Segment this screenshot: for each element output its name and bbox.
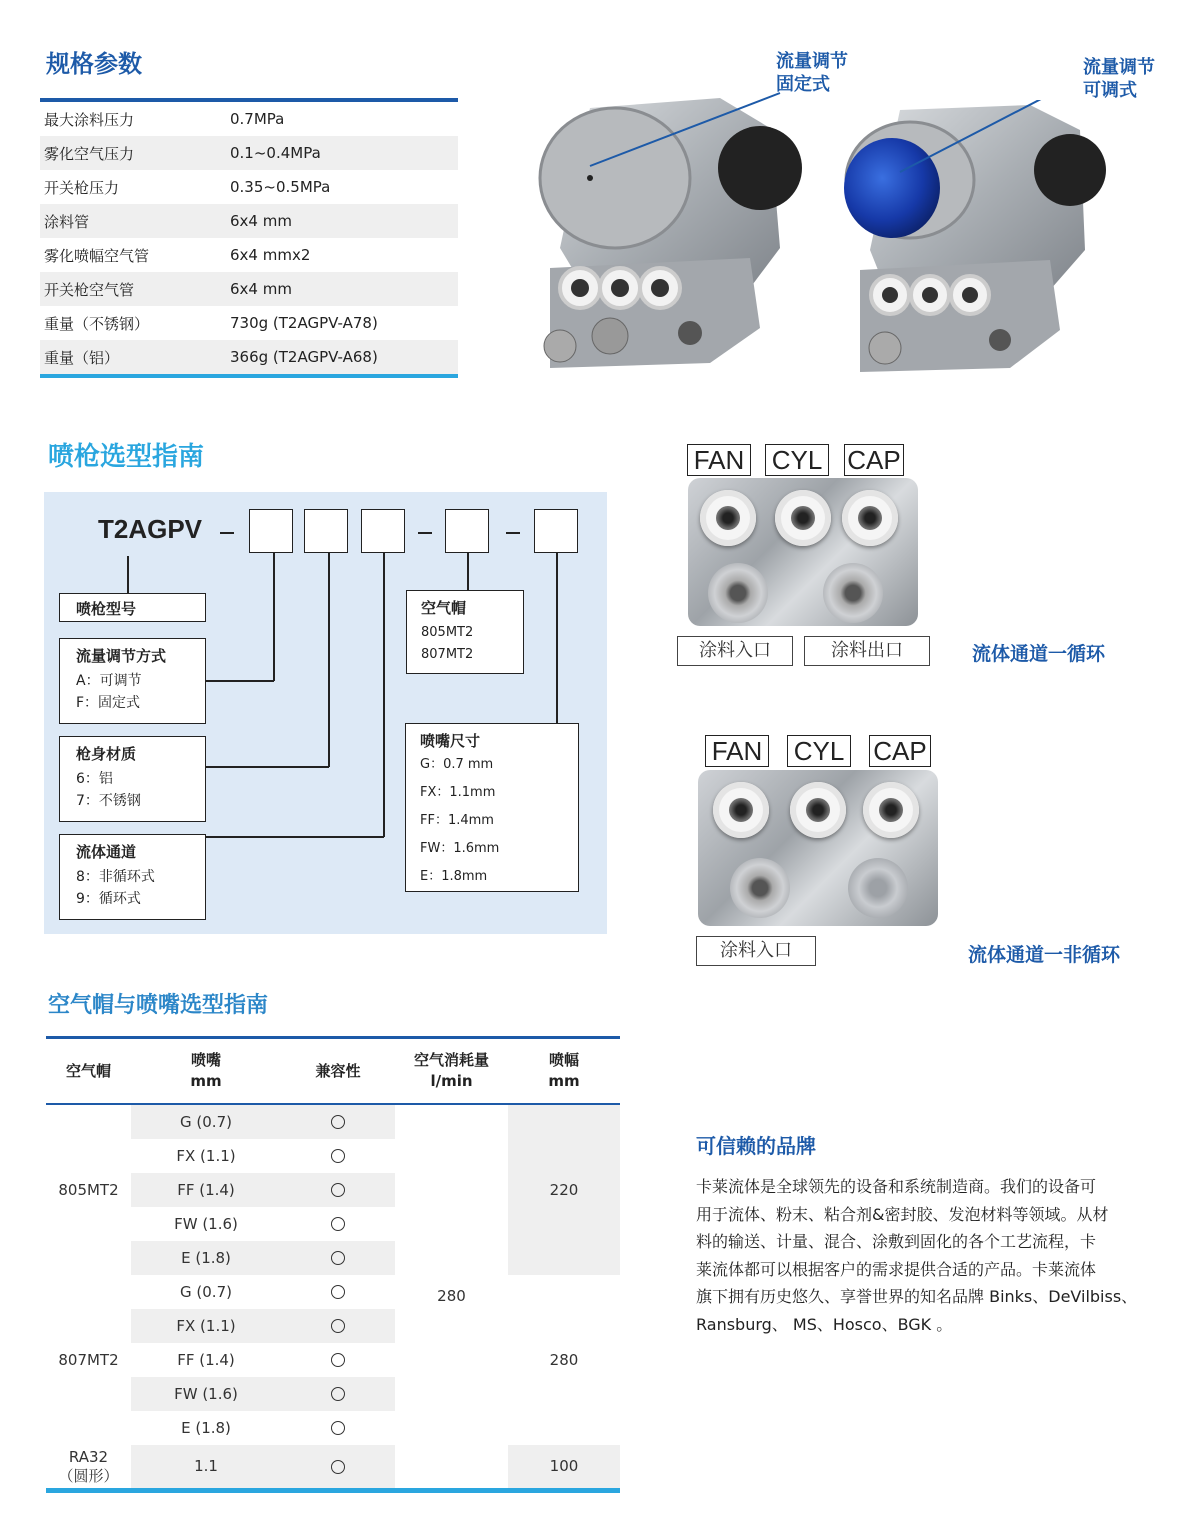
tag-cap-2: CAP	[869, 735, 931, 767]
fluid-outlet-fitting-1	[823, 563, 883, 623]
plug-fitting	[848, 858, 908, 918]
material-option-7: 7：不锈钢	[76, 793, 141, 809]
captable-bottom-rule	[46, 1488, 620, 1493]
brand-line: 料的输送、计量、混合、涂敷到固化的各个工艺流程，卡	[696, 1232, 1097, 1251]
non-circulating-label: 流体通道一非循环	[968, 944, 1121, 966]
flow-options	[60, 666, 205, 714]
gun-photo-adjustable	[830, 100, 1110, 380]
material-box	[59, 736, 206, 822]
outlet-label-1: 涂料出口	[804, 636, 930, 666]
nozzle-option-fw: FW：1.6mm	[420, 841, 500, 856]
port-cap-1	[842, 490, 898, 546]
port-fan-1	[700, 490, 756, 546]
port-cap-2	[863, 782, 919, 838]
fluid-inlet-fitting-2	[730, 858, 790, 918]
nozzle-cell: FX (1.1)	[131, 1309, 281, 1343]
flow-option-f: F：固定式	[76, 695, 141, 711]
callout-fixed-line2: 固定式	[776, 74, 830, 95]
cap-805: 805MT2	[58, 1180, 119, 1199]
code-box-material	[304, 509, 348, 553]
code-box-aircap	[445, 509, 489, 553]
fluid-inlet-fitting-1	[708, 563, 768, 623]
manifold-circulating	[688, 478, 918, 626]
nozzle-options	[406, 751, 578, 891]
fluid-box	[59, 834, 206, 920]
aircap-option-805: 805MT2	[421, 625, 474, 640]
compat-cell	[281, 1445, 395, 1488]
model-code: T2AGPV	[98, 514, 203, 544]
guide-diagram	[44, 492, 607, 934]
callout-adjustable-line2: 可调式	[1083, 80, 1137, 101]
flow-option-a: A：可调节	[76, 673, 142, 689]
width-805: 220	[508, 1105, 620, 1275]
nozzle-option-fx: FX：1.1mm	[420, 785, 496, 800]
nozzle-cell: 1.1	[131, 1445, 281, 1488]
tag-cap-1: CAP	[844, 444, 904, 476]
tag-cyl-2: CYL	[787, 735, 851, 767]
inlet-label-2: 涂料入口	[696, 936, 816, 966]
spec-row	[40, 204, 458, 238]
nozzle-cell: FW (1.6)	[131, 1377, 281, 1411]
nozzle-box	[405, 723, 579, 892]
compat-cell	[281, 1105, 395, 1139]
aircap-box	[406, 590, 524, 674]
code-box-flow	[249, 509, 293, 553]
code-box-nozzle	[534, 509, 578, 553]
callout-fixed-line1: 流量调节	[776, 51, 848, 72]
fluid-title: 流体通道	[76, 843, 137, 861]
compat-cell	[281, 1411, 395, 1445]
spec-row	[40, 136, 458, 170]
port-fan-2	[713, 782, 769, 838]
compatible-circle-icon	[331, 1319, 345, 1333]
specs-table	[40, 98, 458, 378]
gun-photo-fixed	[530, 88, 810, 370]
hdr-air: 空气消耗量 l/min	[413, 1051, 489, 1090]
spec-key: 雾化喷幅空气管	[44, 246, 150, 265]
cap-ra32: RA32 （圆形）	[58, 1447, 119, 1485]
compatible-circle-icon	[331, 1115, 345, 1129]
compatible-circle-icon	[331, 1217, 345, 1231]
spec-row	[40, 272, 458, 306]
tag-cyl-1: CYL	[765, 444, 829, 476]
compat-cell	[281, 1377, 395, 1411]
spec-value: 730g (T2AGPV-A78)	[230, 314, 378, 332]
gun-model-label: 喷枪型号	[76, 600, 137, 618]
spec-row	[40, 170, 458, 204]
spec-key: 重量（铝）	[44, 348, 120, 367]
nozzle-option-e: E：1.8mm	[420, 869, 488, 884]
nozzle-cell: G (0.7)	[131, 1105, 281, 1139]
brand-line: Ransburg、 MS、Hosco、BGK 。	[696, 1314, 953, 1334]
captable	[46, 1036, 620, 1493]
aircap-option-807: 807MT2	[421, 647, 474, 662]
spec-key: 开关枪空气管	[44, 280, 135, 299]
compatible-circle-icon	[331, 1460, 345, 1474]
compatible-circle-icon	[331, 1421, 345, 1435]
brand-line: 卡莱流体是全球领先的设备和系统制造商。我们的设备可	[696, 1177, 1097, 1196]
fluid-options	[60, 862, 205, 910]
flow-box	[59, 638, 206, 724]
manifold-non-circulating	[698, 770, 938, 926]
compat-cell	[281, 1241, 395, 1275]
compat-cell	[281, 1343, 395, 1377]
compatible-circle-icon	[331, 1251, 345, 1265]
spec-key: 雾化空气压力	[44, 144, 135, 163]
spec-value: 366g (T2AGPV-A68)	[230, 348, 378, 366]
nozzle-cell: FW (1.6)	[174, 1214, 238, 1233]
compatible-circle-icon	[331, 1285, 345, 1299]
code-box-fluid	[361, 509, 405, 553]
aircap-options	[407, 618, 523, 666]
guide-title: 喷枪选型指南	[48, 442, 205, 472]
compat-cell	[281, 1173, 395, 1207]
spec-row	[40, 102, 458, 136]
air-consumption: 280	[437, 1287, 466, 1305]
captable-header	[46, 1039, 620, 1103]
brand-text	[696, 1173, 1166, 1338]
spec-value: 0.35~0.5MPa	[230, 178, 331, 196]
specs-bottom-rule	[40, 374, 458, 378]
spec-value: 6x4 mmx2	[230, 246, 311, 264]
callout-fixed	[776, 50, 848, 96]
compat-cell	[281, 1207, 395, 1241]
spec-key: 重量（不锈钢）	[44, 314, 150, 333]
spec-key: 开关枪压力	[44, 178, 120, 197]
compatible-circle-icon	[331, 1183, 345, 1197]
brand-line: 莱流体都可以根据客户的需求提供合适的产品。卡莱流体	[696, 1259, 1097, 1279]
inlet-label-1: 涂料入口	[677, 636, 793, 666]
compatible-circle-icon	[331, 1353, 345, 1367]
spec-key: 涂料管	[44, 212, 90, 231]
nozzle-cell: FF (1.4)	[177, 1350, 235, 1369]
brand-line: 旗下拥有历史悠久、享誉世界的知名品牌 Binks、DeVilbiss、	[696, 1287, 1138, 1306]
material-option-6: 6：铝	[76, 771, 113, 787]
fluid-option-8: 8：非循环式	[76, 869, 155, 885]
callout-adjustable-line1: 流量调节	[1083, 57, 1155, 78]
brand-title: 可信赖的品牌	[696, 1134, 816, 1158]
spec-row	[40, 238, 458, 272]
port-cyl-1	[775, 490, 831, 546]
tag-fan-2: FAN	[705, 735, 769, 767]
dash-3	[506, 532, 520, 534]
cap-807: 807MT2	[58, 1350, 119, 1369]
material-options	[60, 764, 205, 812]
nozzle-title: 喷嘴尺寸	[420, 732, 481, 750]
tag-fan-1: FAN	[687, 444, 751, 476]
compat-cell	[281, 1139, 395, 1173]
compat-cell	[281, 1275, 395, 1309]
nozzle-cell: FX (1.1)	[176, 1146, 236, 1165]
callout-adjustable	[1083, 56, 1155, 102]
port-cyl-2	[790, 782, 846, 838]
hdr-aircap: 空气帽	[65, 1061, 111, 1080]
fluid-option-9: 9：循环式	[76, 891, 141, 907]
width-ra32: 100	[508, 1445, 620, 1488]
spec-row	[40, 306, 458, 340]
compat-cell	[281, 1309, 395, 1343]
spec-value: 0.7MPa	[230, 110, 285, 128]
flow-title: 流量调节方式	[76, 647, 167, 665]
spec-value: 0.1~0.4MPa	[230, 144, 321, 162]
aircap-title: 空气帽	[421, 599, 467, 617]
hdr-compat: 兼容性	[315, 1061, 361, 1080]
circulating-label: 流体通道一循环	[972, 643, 1106, 665]
spec-row	[40, 340, 458, 374]
dash-1	[220, 532, 234, 534]
compatible-circle-icon	[331, 1149, 345, 1163]
nozzle-cell: E (1.8)	[181, 1418, 231, 1437]
hdr-nozzle: 喷嘴 mm	[190, 1051, 222, 1090]
nozzle-cell: G (0.7)	[180, 1282, 232, 1301]
dash-2	[418, 532, 432, 534]
width-807: 280	[549, 1350, 579, 1369]
gun-model-box	[59, 593, 206, 622]
material-title: 枪身材质	[76, 745, 137, 763]
spec-key: 最大涂料压力	[44, 110, 135, 129]
compatible-circle-icon	[331, 1387, 345, 1401]
nozzle-cell: FF (1.4)	[131, 1173, 281, 1207]
brand-line: 用于流体、粉末、粘合剂&密封胶、发泡材料等领域。从材	[696, 1204, 1109, 1224]
captable-title: 空气帽与喷嘴选型指南	[48, 993, 269, 1018]
hdr-width: 喷幅 mm	[548, 1051, 580, 1090]
spec-value: 6x4 mm	[230, 212, 292, 230]
nozzle-option-ff: FF：1.4mm	[420, 813, 494, 828]
specs-title: 规格参数	[46, 50, 142, 78]
spec-value: 6x4 mm	[230, 280, 292, 298]
nozzle-cell: E (1.8)	[131, 1241, 281, 1275]
nozzle-option-g: G：0.7 mm	[420, 757, 494, 772]
